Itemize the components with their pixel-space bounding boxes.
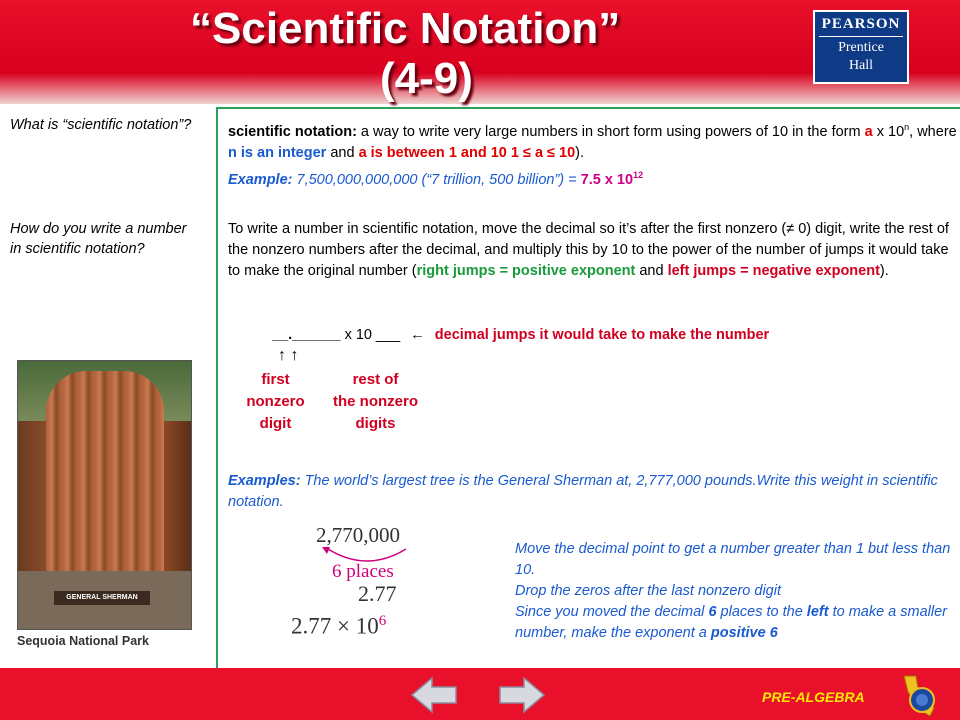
footer-label: PRE-ALGEBRA (762, 689, 865, 705)
math-places: 6 places (332, 561, 394, 582)
sequoia-tree-photo (17, 360, 192, 630)
photo-sign: GENERAL SHERMAN (54, 591, 150, 605)
logo-line1: Prentice (838, 40, 884, 55)
next-arrow-icon[interactable] (498, 676, 546, 714)
previous-arrow-icon[interactable] (410, 676, 458, 714)
pearson-logo (813, 10, 909, 84)
question-what-is: What is “scientific notation”? (10, 117, 192, 133)
math-result: $2.77 \times 10^6$ (291, 613, 387, 639)
question-how-to-write: How do you write a number in scientific notation? (10, 221, 187, 257)
howto-paragraph: To write a number in scientific notation, move the decimal so it’s after the first nonzero (≠ 0) digit, write the rest of the nonzero numbers after the decimal, and multiply this by 10 to the power of the number of jumps it would take to make the original number (right jumps = positive exponent and left jumps = negative exponent). (228, 221, 949, 279)
photo-caption: Sequoia National Park (17, 634, 149, 648)
examples-problem: Examples: The world’s largest tree is the General Sherman at, 2,777,000 pounds.Write this weight in scientific notation. (228, 473, 938, 510)
title-line2: (4-9) (380, 54, 473, 103)
step-1: Move the decimal point to get a number greater than 1 but less than 10. (515, 541, 951, 578)
label-first-nonzero-digit: first nonzero digit (246, 371, 305, 432)
state-seal-icon (896, 672, 940, 718)
example-line: Example: 7,500,000,000,000 (“7 trillion, 500 billion”) = 7.5 x $10^{12}$ (228, 170, 644, 188)
content-panel (216, 107, 960, 676)
header-banner (0, 0, 960, 104)
math-277: 2.77 (358, 581, 397, 606)
template-line: __.______ x 10 ___ ← decimal jumps it would take to make the number (272, 327, 770, 343)
step-3: Since you moved the decimal 6 places to the left to make a smaller number, make the exponent a positive 6 (515, 604, 948, 641)
label-rest-nonzero-digits: rest of the nonzero digits (333, 371, 418, 432)
definition: scientific notation: a way to write very large numbers in short form using powers of 10 in the form a x 10$^n$, where n is an integer and a is between 1 and 10 1 ≤ a ≤ 10). (228, 122, 957, 161)
up-arrows: ↑ ↑ (278, 347, 299, 364)
logo-line2: Hall (848, 58, 874, 73)
title-line1: “Scientific Notation” (190, 4, 621, 53)
step-2: Drop the zeros after the last nonzero digit (515, 583, 781, 599)
math-number: 2,770,000 (316, 523, 400, 547)
logo-brand: PEARSON (819, 12, 903, 37)
